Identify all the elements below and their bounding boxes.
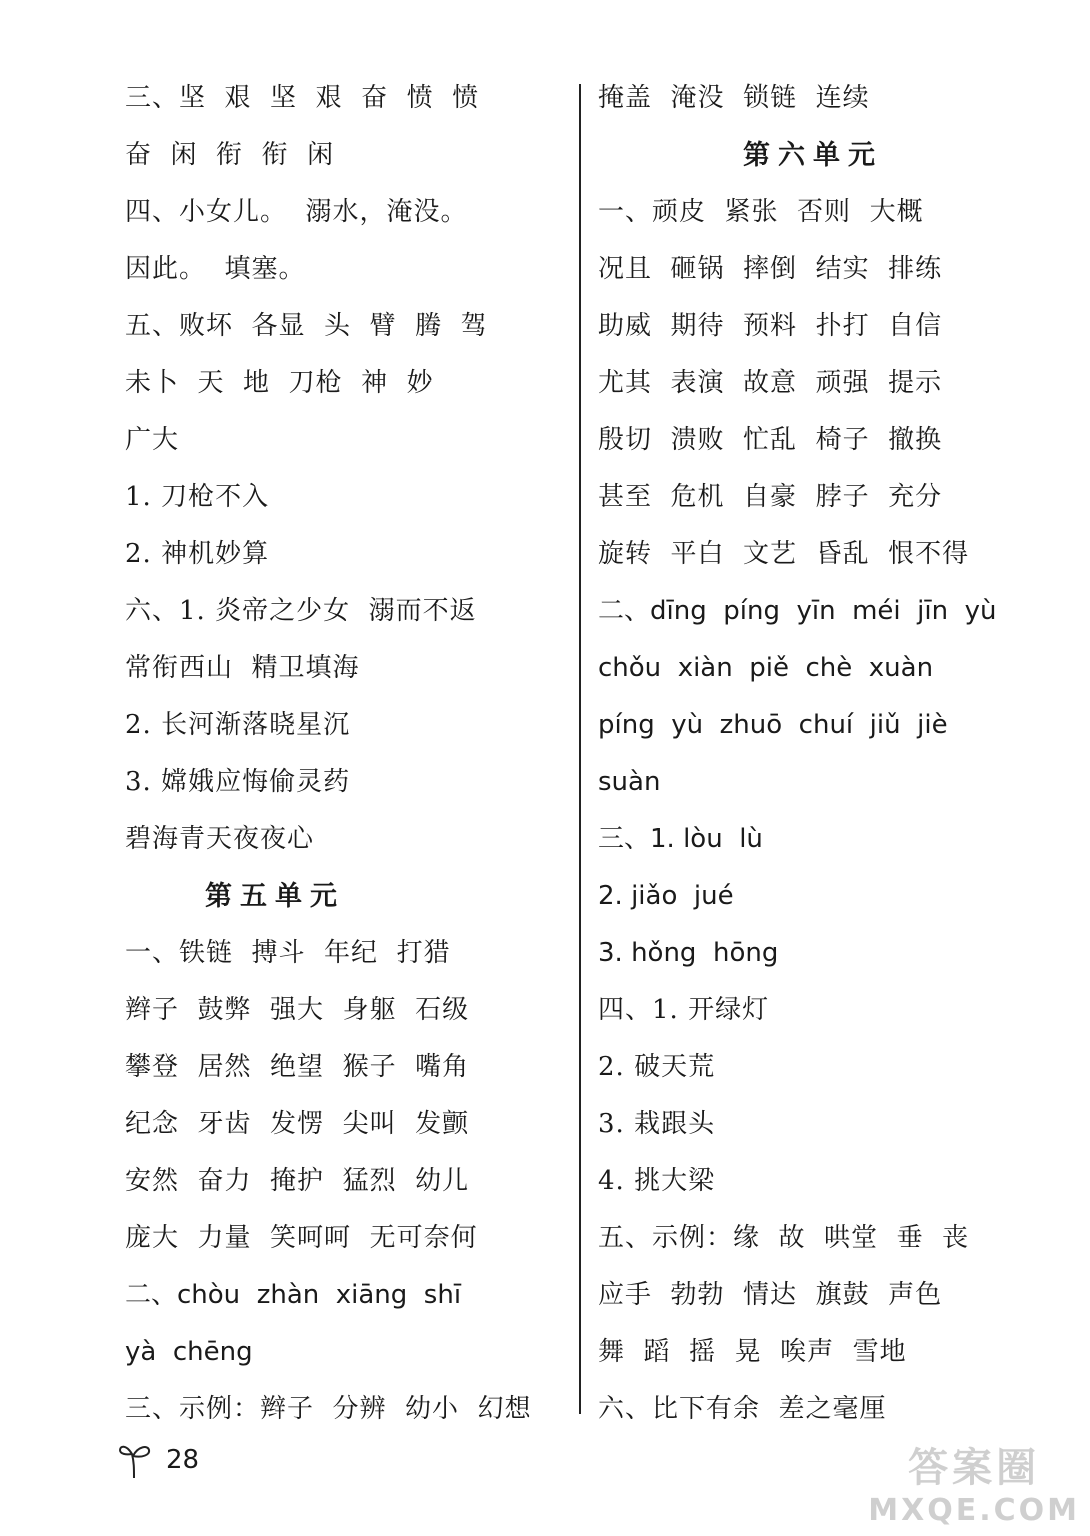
right-column <box>598 70 1048 1438</box>
answer-line: 一、顽皮 紧张 否则 大概 <box>598 197 924 227</box>
answer-line: 三、坚 艰 坚 艰 奋 愤 愤 <box>125 83 480 113</box>
answer-line: 殷切 溃败 忙乱 椅子 撤换 <box>598 425 943 455</box>
answer-line: chǒu xiàn piě chè xuàn <box>598 653 934 683</box>
answer-line: 安然 奋力 掩护 猛烈 幼儿 <box>125 1166 470 1196</box>
answer-line: 因此。 填塞。 <box>125 254 306 284</box>
answer-line: 尤其 表演 故意 顽强 提示 <box>598 368 943 398</box>
left-column <box>125 70 565 1438</box>
answer-line: 2. 长河渐落晓星沉 <box>125 710 351 740</box>
answer-line: 辫子 鼓弊 强大 身躯 石级 <box>125 995 470 1025</box>
answer-line: 五、示例：缘 故 哄堂 垂 丧 <box>598 1223 970 1253</box>
answer-line: 未卜 天 地 刀枪 神 妙 <box>125 368 434 398</box>
answer-line: 纪念 牙齿 发愣 尖叫 发颤 <box>125 1109 470 1139</box>
answer-line: yà chēng <box>125 1337 253 1367</box>
unit5-heading: 第五单元 <box>205 881 345 912</box>
answer-line: 六、比下有余 差之毫厘 <box>598 1394 887 1424</box>
watermark-logo <box>868 1436 1080 1528</box>
answer-line: 3. hǒng hōng <box>598 938 779 968</box>
answer-line: 碧海青天夜夜心 <box>125 824 315 854</box>
answer-line: 2. 破天荒 <box>598 1052 716 1082</box>
answer-line: 四、小女儿。 溺水，淹没。 <box>125 197 468 227</box>
answer-line: 三、示例：辫子 分辨 幼小 幻想 <box>125 1394 532 1424</box>
answer-line: 常衔西山 精卫填海 <box>125 653 360 683</box>
sprout-icon <box>118 1440 152 1480</box>
answer-line: 旋转 平白 文艺 昏乱 恨不得 <box>598 539 970 569</box>
answer-line: 甚至 危机 自豪 脖子 充分 <box>598 482 943 512</box>
answer-line: 奋 闲 衔 衔 闲 <box>125 140 335 170</box>
answer-line: 况且 砸锅 摔倒 结实 排练 <box>598 254 943 284</box>
answer-line: 舞 蹈 摇 晃 唉声 雪地 <box>598 1337 907 1367</box>
answer-line: 四、1. 开绿灯 <box>598 995 770 1025</box>
answer-line: 攀登 居然 绝望 猴子 嘴角 <box>125 1052 470 1082</box>
answer-line: 五、败坏 各显 头 臂 腾 驾 <box>125 311 488 341</box>
page-footer <box>118 1440 199 1480</box>
answer-line: 一、铁链 搏斗 年纪 打猎 <box>125 938 451 968</box>
column-divider <box>579 84 581 1414</box>
answer-line: 2. jiǎo jué <box>598 881 734 911</box>
answer-line: píng yù zhuō chuí jiǔ jiè <box>598 710 948 740</box>
page-number: 28 <box>166 1445 200 1475</box>
answer-line: 二、chòu zhàn xiāng shī <box>125 1280 462 1310</box>
answer-line: 应手 勃勃 情达 旗鼓 声色 <box>598 1280 943 1310</box>
answer-line: 2. 神机妙算 <box>125 539 270 569</box>
answer-line: 掩盖 淹没 锁链 连续 <box>598 83 870 113</box>
answer-line: 六、1. 炎帝之少女 溺而不返 <box>125 596 477 626</box>
watermark-bottom: MXQE.COM <box>868 1493 1080 1528</box>
answer-line: 庞大 力量 笑呵呵 无可奈何 <box>125 1223 478 1253</box>
answer-line: 三、1. lòu lù <box>598 824 763 854</box>
watermark-top: 答案圈 <box>908 1445 1041 1491</box>
answer-line: 3. 嫦娥应悔偷灵药 <box>125 767 351 797</box>
answer-line: suàn <box>598 767 661 797</box>
answer-line: 1. 刀枪不入 <box>125 482 270 512</box>
answer-line: 助威 期待 预料 扑打 自信 <box>598 311 943 341</box>
unit6-heading: 第六单元 <box>743 140 883 171</box>
answer-line: 4. 挑大梁 <box>598 1166 716 1196</box>
answer-line: 广大 <box>125 425 180 455</box>
answer-line: 二、dīng píng yīn méi jīn yù <box>598 596 997 626</box>
answer-line: 3. 栽跟头 <box>598 1109 716 1139</box>
